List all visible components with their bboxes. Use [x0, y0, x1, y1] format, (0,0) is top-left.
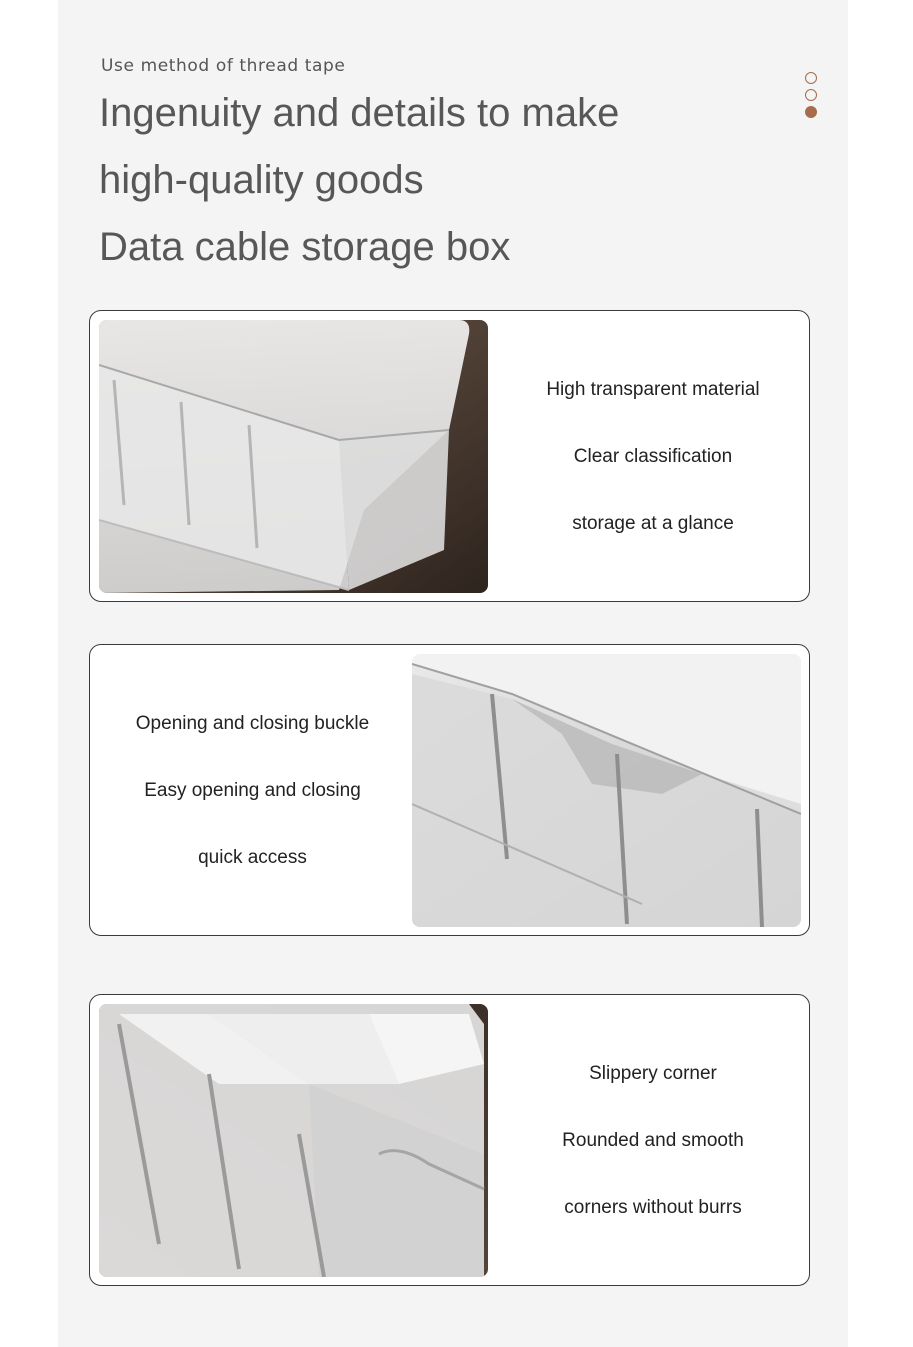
headline-line-2: high-quality goods	[99, 158, 424, 202]
feature-line: Clear classification	[573, 445, 733, 467]
transparent-box-photo	[99, 320, 488, 593]
feature-line: quick access	[198, 846, 307, 868]
feature-line: Opening and closing buckle	[135, 712, 370, 734]
box-buckle-photo	[412, 654, 801, 927]
feature-line: Easy opening and closing	[144, 779, 361, 801]
dot-filled-icon	[805, 106, 817, 118]
feature-text-3	[495, 995, 811, 1285]
feature-line: corners without burrs	[564, 1196, 742, 1218]
feature-text-1	[495, 311, 811, 601]
feature-line: High transparent material	[546, 378, 760, 400]
dot-outline-icon	[805, 89, 817, 101]
subtitle: Use method of thread tape	[101, 56, 346, 76]
headline-line-3: Data cable storage box	[99, 225, 511, 269]
feature-line: Slippery corner	[589, 1062, 717, 1084]
feature-line: storage at a glance	[572, 512, 734, 534]
dot-outline-icon	[805, 72, 817, 84]
feature-card-transparency	[89, 310, 810, 602]
feature-card-buckle	[89, 644, 810, 936]
decorative-dots	[805, 72, 817, 123]
feature-line: Rounded and smooth	[562, 1129, 744, 1151]
box-corner-photo	[99, 1004, 488, 1277]
feature-text-2	[90, 645, 415, 935]
feature-card-corner	[89, 994, 810, 1286]
headline-line-1: Ingenuity and details to make	[99, 91, 620, 135]
